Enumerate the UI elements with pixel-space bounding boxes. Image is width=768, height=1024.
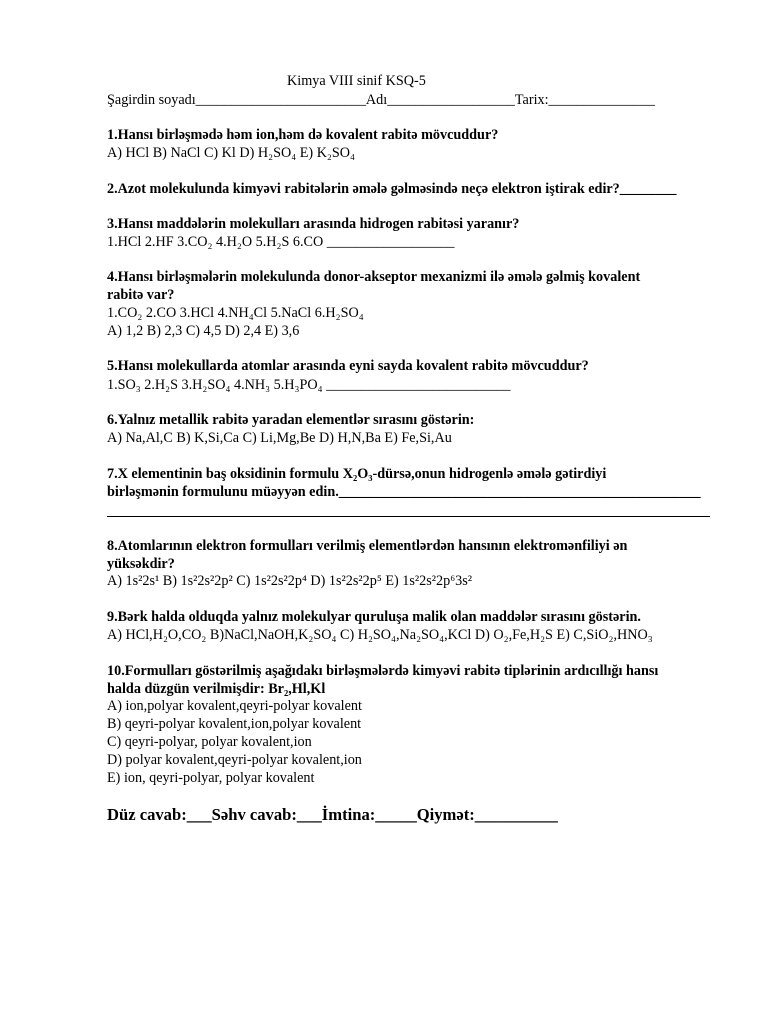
question-6-options: A) Na,Al,C B) K,Si,Ca C) Li,Mg,Be D) H,N,Ba E) Fe,Si,Au (107, 430, 452, 446)
question-10-option-d: D) polyar kovalent,qeyri-polyar kovalent,ion (107, 752, 362, 768)
question-10-option-b: B) qeyri-polyar kovalent,ion,polyar kovalent (107, 716, 362, 732)
question-10-option-c: C) qeyri-polyar, polyar kovalent,ion (107, 734, 312, 750)
question-4-options: A) 1,2 B) 2,3 C) 4,5 D) 2,4 E) 3,6 (107, 323, 300, 339)
question-5-options: 1.SO₃ 2.H₂S 3.H₂SO₄ 4.NH₃ 5.H₃PO₄ __________________________ (107, 377, 511, 393)
question-1-text: 1.Hansı birləşmədə həm ion,həm də kovalent rabitə mövcuddur? (107, 127, 499, 143)
question-4-text-line2: rabitə var? (107, 287, 175, 303)
question-4-text-line1: 4.Hansı birləşmələrin molekulunda donor-akseptor mexanizmi ilə əmələ gəlmiş kovalent (107, 269, 641, 285)
question-8-text-line1: 8.Atomlarının elektron formulları verilmiş elementlərdən hansının elektromənfiliyi ən (107, 538, 628, 554)
question-8-text-line2: yüksəkdir? (107, 556, 175, 572)
question-10-option-e: E) ion, qeyri-polyar, polyar kovalent (107, 770, 315, 786)
question-3-text: 3.Hansı maddələrin molekulları arasında hidrogen rabitəsi yaranır? (107, 216, 520, 232)
question-3-options: 1.HCl 2.HF 3.CO₂ 4.H₂O 5.H₂S 6.CO __________________ (107, 234, 455, 250)
question-10-text-line2: halda düzgün verilmişdir: Br₂,Hl,Kl (107, 681, 326, 697)
student-info-line: Şagirdin soyadı________________________Adı__________________Tarix:_______________ (107, 92, 655, 108)
worksheet-title: Kimya VIII sinif KSQ-5 (287, 73, 426, 89)
question-5-text: 5.Hansı molekullarda atomlar arasında eyni sayda kovalent rabitə mövcuddur? (107, 358, 589, 374)
question-10-text-line1: 10.Formulları göstərilmiş aşağıdakı birləşmələrdə kimyəvi rabitə tiplərinin ardıcıllığı hansı (107, 663, 659, 679)
question-7-text-line2: birləşmənin formulunu müəyyən edin.___________________________________________________ (107, 484, 701, 500)
question-7-text-line1: 7.X elementinin baş oksidinin formulu X₂O₃-dürsə,onun hidrogenlə əmələ gətirdiyi (107, 466, 607, 482)
question-2-text: 2.Azot molekulunda kimyəvi rabitələrin əmələ gəlməsində neçə elektron iştirak edir?________ (107, 181, 677, 197)
question-10-option-a: A) ion,polyar kovalent,qeyri-polyar kovalent (107, 698, 362, 714)
question-9-text: 9.Bərk halda olduqda yalnız molekulyar quruluşa malik olan maddələr sırasını göstərin. (107, 609, 641, 625)
question-4-items: 1.CO₂ 2.CO 3.HCl 4.NH₄Cl 5.NaCl 6.H₂SO₄ (107, 305, 364, 321)
answer-line (107, 516, 710, 517)
question-9-options: A) HCl,H₂O,CO₂ B)NaCl,NaOH,K₂SO₄ C) H₂SO₄,Na₂SO₄,KCl D) O₂,Fe,H₂S E) C,SiO₂,HNO₃ (107, 627, 653, 643)
question-1-options: A) HCl B) NaCl C) Kl D) H₂SO₄ E) K₂SO₄ (107, 145, 355, 161)
score-line: Düz cavab:___Səhv cavab:___İmtina:_____Qiymət:__________ (107, 805, 558, 824)
question-6-text: 6.Yalnız metallik rabitə yaradan elementlər sırasını göstərin: (107, 412, 475, 428)
question-8-options: A) 1s²2s¹ B) 1s²2s²2p² C) 1s²2s²2p⁴ D) 1s²2s²2p⁵ E) 1s²2s²2p⁶3s² (107, 573, 473, 589)
